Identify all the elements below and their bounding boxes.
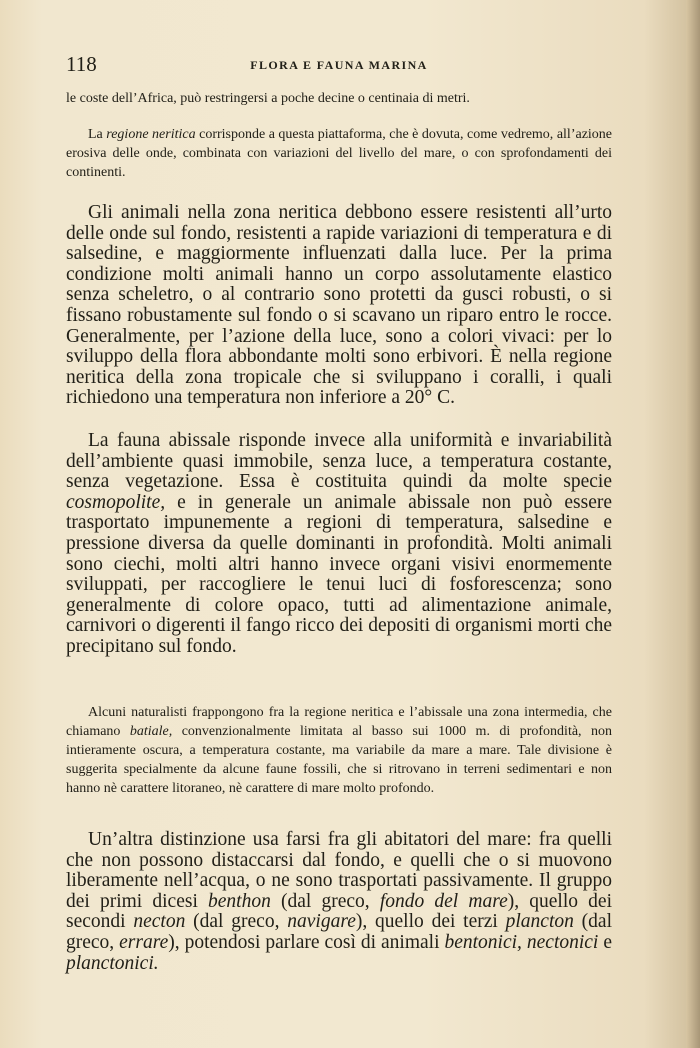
paragraph-benthon-necton-plancton: Un’altra distinzione usa farsi fra gli abitatori del mare: fra quelli che non possono distaccarsi dal fondo, e quelli che o si muovono liberamente nell’acqua, o ne sono trasportati passivamente. Il gruppo dei primi dicesi benthon (dal greco, fondo del mare), quello dei secondi necton (dal greco, navigare), quello dei terzi plancton (dal greco, errare), potendosi parlare così di animali bentonici, nectonici e planctonici. (66, 829, 612, 974)
paragraph-regione-neritica: La regione neritica corrisponde a questa piattaforma, che è dovuta, come vedremo, all’azione erosiva delle onde, combinata con variazioni del livello del mare, o con sprofondamenti dei continenti. (66, 127, 613, 180)
page-header (66, 52, 612, 76)
term-benthon: benthon (208, 890, 271, 912)
page-edge (686, 0, 700, 1048)
paragraph-zona-batiale: Alcuni naturalisti frappongono fra la regione neritica e l’abissale una zona intermedia, che chiamano batiale, convenzionalmente limitata al basso sui 1000 m. di profondità, non intieramente oscura, a temperatura costante, ma variabile da mare a mare. Tale divisione è suggerita specialmente da alcune faune fossili, che si ritrovano in terreni sedimentari e non hanno nè carattere litoraneo, nè carattere di mare molto profondo. (66, 705, 612, 796)
term-batiale: batiale, (129, 724, 173, 739)
page-number: 118 (66, 52, 97, 76)
term-bentonici-nectonici: bentonici, nectonici (444, 931, 599, 953)
term-regione-neritica: regione neritica (106, 127, 196, 142)
paragraph-fauna-abissale: La fauna abissale risponde invece alla uniformità e invariabilità dell’ambiente quasi immobile, senza luce, a temperatura costante, senza vegetazione. Essa è costituita quindi da molte specie cosmopolite, e in generale un animale abissale non può essere trasportato impunemente a regioni di temperatura, salsedine e pressione diversa da quelle dominanti in profondità. Molti animali sono ciechi, molti altri hanno invece organi visivi enormemente sviluppati, per raccogliere le tenui luci di fosforescenza; sono generalmente di colore opaco, tutti ad alimentazione animale, carnivori o digerenti il fango ricco dei depositi di organismi morti che precipitano sul fondo. (66, 430, 612, 657)
term-errare: errare (119, 931, 169, 953)
paragraph-zona-neritica: Gli animali nella zona neritica debbono essere resistenti all’urto delle onde sul fondo, resistenti a rapide variazioni di temperatura e di salsedine, e maggiormente influenzati dalla luce. Per la prima condizione molti animali hanno un corpo assolutamente elastico senza scheletro, o al contrario sono protetti da gusci robusti, o si fissano robustamente sul fondo o si scavano un riparo entro le rocce. Generalmente, per l’azione della luce, sono a colori vivaci: per lo sviluppo della flora abbondante molti sono erbivori. È nella regione neritica della zona tropicale che si sviluppano i coralli, i quali richiedono una temperatura non inferiore a 20° C. (66, 202, 612, 409)
term-cosmopolite: cosmopolite, (66, 491, 166, 513)
term-fondo-del-mare: fondo del mare (379, 890, 508, 912)
term-planctonici: planctonici. (66, 952, 159, 974)
term-necton: necton (133, 911, 186, 933)
term-navigare: navigare (287, 911, 356, 933)
paragraph-continuation: le coste dell’Africa, può restringersi a poche decine o centinaia di metri. (66, 91, 470, 106)
term-plancton: plancton (505, 911, 574, 933)
running-title: FLORA E FAUNA MARINA (250, 58, 428, 72)
